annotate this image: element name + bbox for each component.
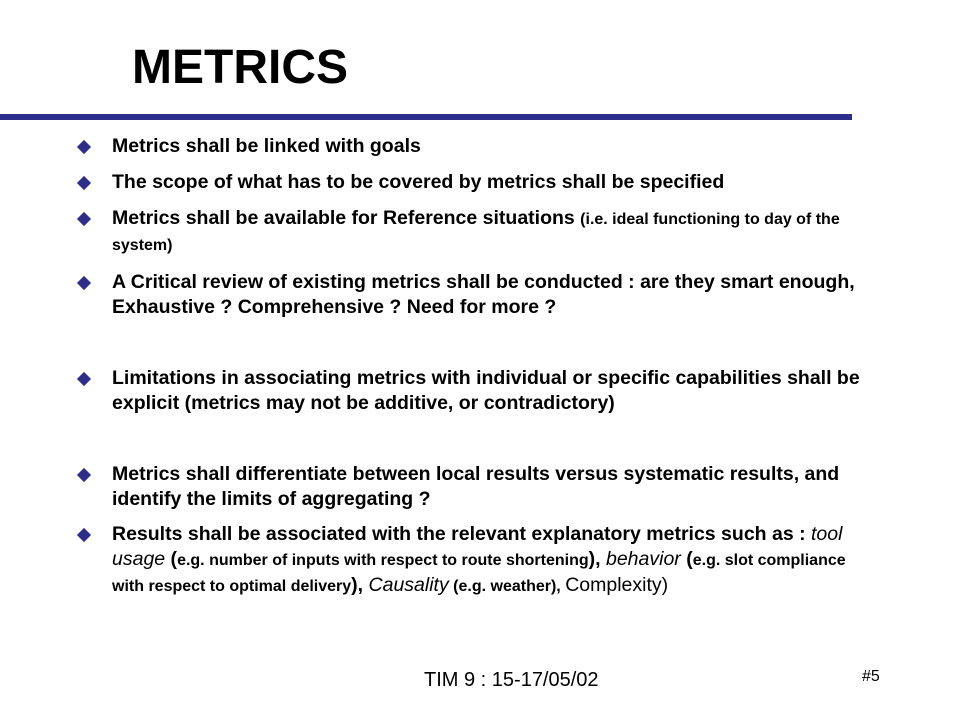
bullet-term-causality: Causality <box>368 574 449 596</box>
bullet-paren: ), <box>588 548 606 570</box>
bullet-paren: ( <box>165 548 178 570</box>
bullet-text-lead: Results shall be associated with the relevant explanatory metrics such as : <box>112 523 812 545</box>
bullet-example: e.g. number of inputs with respect to route shortening <box>177 552 589 569</box>
diamond-bullet-icon <box>77 276 91 290</box>
bullet-text: Metrics shall differentiate between local results versus systematic results, and identify the limits of aggregating ? <box>112 463 840 510</box>
bullet-term-behavior: behavior <box>605 548 681 570</box>
page-number: #5 <box>862 668 880 685</box>
diamond-bullet-icon <box>77 372 91 386</box>
bullet-item <box>72 134 872 159</box>
bullet-text: Limitations in associating metrics with individual or specific capabilities shall be explicit (metrics may not be additive, or contradictory) <box>112 367 860 414</box>
bullet-text: Metrics shall be linked with goals <box>112 135 421 157</box>
bullet-term-tool-usage: tool usage <box>112 523 843 570</box>
bullet-item <box>72 270 872 320</box>
diamond-bullet-icon <box>77 528 91 542</box>
bullet-item <box>72 206 872 258</box>
bullet-item <box>72 366 872 416</box>
diamond-bullet-icon <box>77 176 91 190</box>
diamond-bullet-icon <box>77 212 91 226</box>
diamond-bullet-icon <box>77 468 91 482</box>
bullet-text: Metrics shall be available for Reference situations <box>112 207 581 229</box>
bullet-paren: ), <box>351 574 369 596</box>
bullet-item <box>72 522 872 599</box>
bullet-term-complexity: Complexity) <box>565 574 669 596</box>
bullet-item <box>72 170 872 195</box>
bullet-example: (e.g. weather), <box>448 578 566 595</box>
bullet-note: (i.e. ideal functioning to day of the system) <box>112 211 840 254</box>
bullet-item <box>72 462 872 512</box>
slide-title: METRICS <box>132 41 348 94</box>
title-underline <box>0 114 852 120</box>
bullet-text: A Critical review of existing metrics shall be conducted : are they smart enough, Exhaustive ? Comprehensive ? Need for more ? <box>112 271 855 318</box>
bullet-example: e.g. slot compliance with respect to optimal delivery <box>112 552 846 595</box>
footer-text: TIM 9 : 15-17/05/02 <box>424 669 599 691</box>
bullet-text: The scope of what has to be covered by metrics shall be specified <box>112 171 725 193</box>
diamond-bullet-icon <box>77 140 91 154</box>
bullet-paren: ( <box>680 548 693 570</box>
bullet-list <box>72 130 872 599</box>
